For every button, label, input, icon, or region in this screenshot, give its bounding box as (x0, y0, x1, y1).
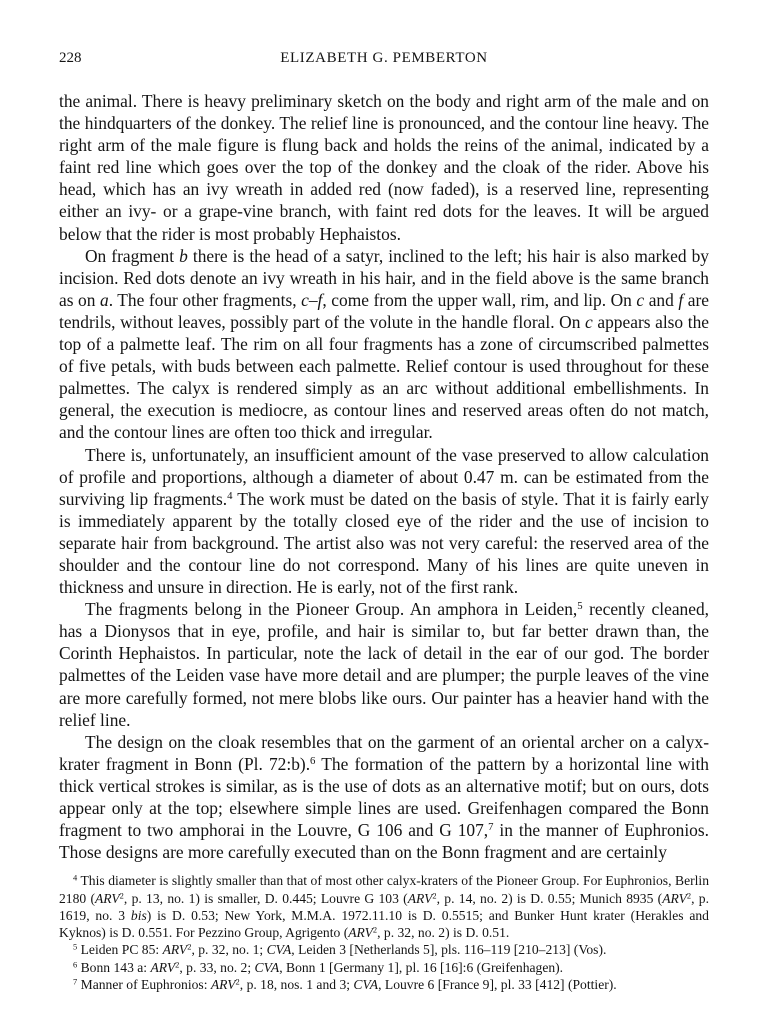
page (59, 50, 709, 993)
running-head: ELIZABETH G. PEMBERTON (280, 50, 488, 66)
footnote-6: $^6$ Bonn 143 a: ARV$^2$, p. 33, no. 2; CVA, Bonn 1 [Germany 1], pl. 16 [16]:6 (Greifenhagen). (73, 959, 564, 975)
page-header (59, 50, 709, 74)
paragraph: On fragment b there is the head of a satyr, inclined to the left; his hair is also marked by incision. Red dots denote an ivy wreath in his hair, and in the field above is the same branch as on a. The four other fragments, c–f, come from the upper wall, rim, and lip. On c and f are tendrils, without leaves, possibly part of the volute in the handle floral. On c appears also the top of a palmette leaf. The rim on all four fragments has a zone of circumscribed palmettes of five petals, with buds between each palmette. Relief contour is used throughout for these palmettes. The calyx is rendered simply as an arc without additional embellishments. In general, the execution is mediocre, as contour lines and reserved areas often do not match, and the contour lines are often too thick and irregular. (59, 245, 710, 443)
footnote-7: $^7$ Manner of Euphronios: ARV$^2$, p. 18, nos. 1 and 3; CVA, Louvre 6 [France 9], pl. 33 [412] (Pottier). (73, 976, 617, 993)
body-text (59, 90, 709, 863)
paragraph: The design on the cloak resembles that on the garment of an oriental archer on a calyx-krater fragment in Bonn (Pl. 72:b).$^6$ The formation of the pattern by a horizontal line with thick vertical strokes is similar, as is the use of dots as an alternative motif; but on ours, dots appear only at the top; elsewhere simple lines are used. Greifenhagen compared the Bonn fragment to two amphorai in the Louvre, G 106 and G 107,$^7$ in the manner of Euphronios. Those designs are more carefully executed than on the Bonn fragment and are certainly (59, 731, 709, 863)
page-number: 228 (59, 50, 82, 66)
paragraph: The fragments belong in the Pioneer Group. An amphora in Leiden,$^5$ recently cleaned, has a Dionysos that in eye, profile, and hair is similar to, but far better drawn than, the Corinth Hephaistos. In particular, note the lack of detail in the ear of our god. The border palmettes of the Leiden vase have more detail and are plumper; the purple leaves of the vine are more carefully formed, not mere blobs like ours. Our painter has a heavier hand with the relief line. (59, 599, 709, 730)
footnote-4: $^4$ This diameter is slightly smaller than that of most other calyx-kraters of the Pioneer Group. For Euphronios, Berlin 2180 (ARV$^2$, p. 13, no. 1) is smaller, D. 0.445; Louvre G 103 (ARV$^2$, p. 14, no. 2) is D. 0.55; Munich 8935 (ARV$^2$, p. 1619, no. 3 bis) is D. 0.53; New York, M.M.A. 1972.11.10 is D. 0.5515; and Bunker Hunt krater (Herakles and Kyknos) is D. 0.551. For Pezzino Group, Agrigento (ARV$^2$, p. 32, no. 2) is D. 0.51. (59, 872, 709, 941)
paragraph: the animal. There is heavy preliminary sketch on the body and right arm of the male and on the hindquarters of the donkey. The relief line is pronounced, and the contour line heavy. The right arm of the male figure is flung back and holds the reins of the animal, indicated by a faint red line which goes over the top of the donkey and the cloak of the rider. Above his head, which has an ivy wreath in added red (now faded), is a reserved line, representing either an ivy- or a grape-vine branch, with faint red dots for the leaves. It will be argued below that the rider is most probably Hephaistos. (59, 91, 709, 244)
paragraph: There is, unfortunately, an insufficient amount of the vase preserved to allow calculation of profile and proportions, although a diameter of about 0.47 m. can be estimated from the surviving lip fragments.$^4$ The work must be dated on the basis of style. That it is fairly early is immediately apparent by the totally closed eye of the rider and the use of incision to separate hair from background. The artist also was not very careful: the reserved area of the shoulder and the contour line do not correspond. Many of his lines are quite uneven in thickness and unsure in direction. He is early, not of the first rank. (59, 444, 710, 598)
footnotes (59, 872, 709, 993)
footnote-5: $^5$ Leiden PC 85: ARV$^2$, p. 32, no. 1; CVA, Leiden 3 [Netherlands 5], pls. 116–119 [210–213] (Vos). (73, 941, 607, 958)
